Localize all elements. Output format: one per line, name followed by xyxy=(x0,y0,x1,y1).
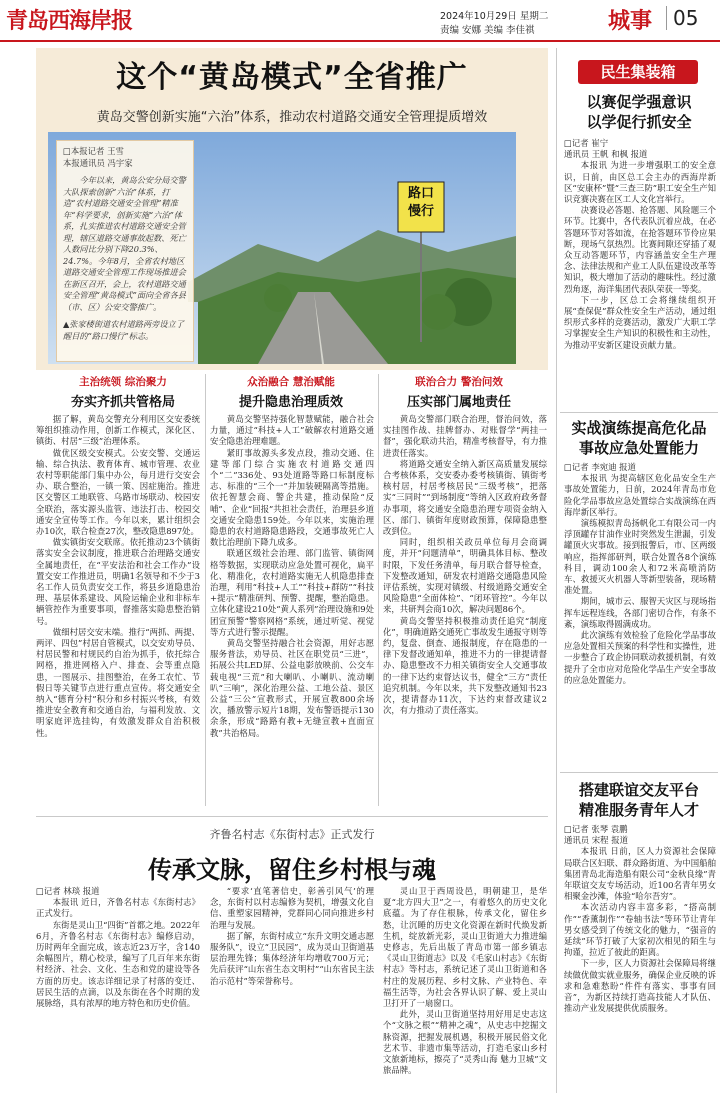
byline: 通讯员 宋程 报道 xyxy=(564,835,628,846)
story2-column-3 xyxy=(383,886,547,1092)
column-3-body xyxy=(383,414,547,808)
sidebar-badge: 民生集装箱 xyxy=(578,60,698,84)
paragraph: 做细村居交安末端。推行“两抓、两提、两评、四包”村居自管模式，以交安劝导员、村居民警和村规民约自治为抓手，依托综合网格，推进网格入户、排查、会等重点隐患，一图展示、挂图整治，在务工农忙、节假日等关键节点进行重点宣传。将交通安全纳入“德育分村”积分和乡村振兴考核，有效推进安全教育和交通自治，与福利发放、文明家庭评选挂钩，有效激发群众自治积极性。 xyxy=(36,626,200,738)
paragraph: 同时，组织相关政员单位每月会商调度，并开“问题清单”，明确具体目标、整改时限，下发任务清单，每月联合督导检查，下发整改通知，研发农村道路交通隐患风险评估系统，实现对镇级、村级道路交通安全风险隐患“全面体检”、“闭环管控”。今年以来，共研判会商10次，解决问题86个。 xyxy=(383,537,547,615)
byline: □记者 张琴 袁鹏 xyxy=(564,824,628,834)
paragraph: 此外，灵山卫街道坚持用好用足史志这个“文脉之根”“精神之魂”，从史志中挖掘文脉资源，把握发展机遇，积极开展民俗文化艺术节、非遗市集等活动，打造毛家山乡村文旅新地标，擦亮了“灵秀山海 魅力卫城”文旅品牌。 xyxy=(383,1009,547,1076)
column-divider xyxy=(378,374,379,806)
column-1-kicker: 主治统领 综治聚力 xyxy=(79,376,167,388)
sidebar-article-2-body xyxy=(564,462,716,762)
sidebar-article-2-title: 实战演练提高危化品 事故应急处置能力 xyxy=(571,419,707,457)
sidebar-article-3-title: 搭建联谊交友平台 精准服务青年人才 xyxy=(578,781,699,819)
paragraph: 本次活动内容丰富多彩，“搭高制作”“香薰制作”“卷轴书法”等环节让青年男女感受到了传统文化的魅力，“强音的延续”环节打破了大家初次相见的陌生与拘谨，拉近了彼此的距离。 xyxy=(564,902,716,958)
sidebar-divider xyxy=(556,48,557,1093)
paragraph: 黄岛交警部门联合治理，督治问效，落实挂图作战、挂牌督办、对账督学“两挂一督”，强化联动共治，精准考核督导，有力推进责任落实。 xyxy=(383,414,547,458)
story2-headline: 传承文脉，留住乡村根与魂 xyxy=(148,856,436,884)
story2-kicker: 齐鲁名村志《东街村志》正式发行 xyxy=(209,828,375,841)
paragraph: 本报讯 为进一步增强职工的安全意识，日前，由区总工会主办的西海岸新区“安康杯”暨“三查三防”职工安全生产知识竞赛决赛在区工人文化宫举行。 xyxy=(564,160,716,205)
paragraph: 黄岛交警坚持强化智慧赋能，融合社会力量，通过“科技+人工”破解农村道路交通安全隐患治理难题。 xyxy=(210,414,374,447)
column-1-title: 夯实齐抓共管格局 xyxy=(70,395,175,410)
paragraph: 下一步，区人力资源社会保障局将继续做优做实就业服务，确保企业反映的诉求和急难愁盼“件件有落实、事事有回音”，为新区持续打造高技能人才队伍、推动产业发展提供优质服务。 xyxy=(564,958,716,1014)
paragraph: 本报讯 近日，齐鲁名村志《东街村志》正式发行。 xyxy=(36,897,200,919)
column-1-header xyxy=(44,374,202,410)
column-2-title: 提升隐患治理质效 xyxy=(238,395,343,410)
paragraph: 紧盯事故源头多发点段，推动交通、住建等部门综合实施农村道路交通四个“二”336处、93处道路等路口标制度标志、标准的“三个一”并加装硬隔离等措施。依托智慧会商、警企共建，推动保险“反哺”、企业“回报”共担社会责任，治理县乡道交通安全隐患159处。今年以来，实施治理隐患的农村道路隐患路段，交通事故死亡人数比治理前下降九成多。 xyxy=(210,447,374,548)
photo-caption: ▲张家楼街道农村道路两旁设立了醒目的“路口慢行”标志。 xyxy=(63,319,184,341)
column-2-kicker: 众治融合 慧治赋能 xyxy=(247,376,335,388)
paragraph: 做实镇街安交联席。依托推动23个镇街落实安全会议制度，推进联合治理路交通安全属地责任，在“平安法治和社会工作办”设置交安工作推进员，明确1名领导和不少于3名工作人员负责安交工作，将县乡道隐患治理、基层体系建设、风险运输企业和非标车辆管控作为重要事项，督推落实隐患整治销号。 xyxy=(36,537,200,626)
section-divider xyxy=(36,816,548,817)
paragraph: 黄岛交警坚持融合社会资源，用好志愿服务普法，劝导员、社区在职党员“三进”，拓展公共LED屏、公益电影放映前、公交车载电视“三荒”和大喇叭、小喇叭、流动喇叭“三响”，深化治理公益、工地公益、景区公益“三公”宣教形式，开展宣教800余场次，播放警示短片18期，发布警语提示130余条，形成“路路有教+无缝宣教+直面宣教”共治格局。 xyxy=(210,638,374,738)
feature-headline: 这个“黄岛模式”全省推广 xyxy=(116,60,468,95)
paragraph: 黄岛交警坚持积极推动责任追究“制度化”，明确道路交通死亡事故发生通报守则等约，复盘、倒查、通报制度，存在隐患的一律下发督改通知单，推进不力的一律提请督办、隐患整改不力相关镇街安全人交通事故的一律下达约束督达议书，健全“三方”责任追究机制。今年以来，共下发整改通知书23次，提请督办11次，下达约束督改建议2次，有力推动了责任落实。 xyxy=(383,615,547,716)
paragraph: 将道路交通安全纳入新区高质量发展综合考核体系，交安委办委考核镇街、镇街考核村居，村居考核居民“三级考核”，把落实“三同时”“到场制度”等纳入区政府政务督办事项，将交通安全隐患治理专项资金纳入区、部门、镇街年度财政预算，保障隐患整改到位。 xyxy=(383,458,547,537)
paragraph: “要求‘直笔著信史，彰善引风气’的理念，东街村以村志编修为契机，增强文化自信、重塑家园精神，党群同心同向推进乡村治理与发展。 xyxy=(210,886,374,930)
paragraph: 据了解，黄岛交警充分利用区交安委统筹组织推动作用，创新工作模式，深化区、镇街、村居“三级”治理体系。 xyxy=(36,414,200,447)
paragraph: 本报讯 日前，区人力资源社会保障局联合区妇联、群众路街道、为中国船舶集团青岛北海造船有限公司“金秋良缘”青年联谊交友专场活动，近100名青年男女相聚金沙滩，体验“哈尔吾穷”。 xyxy=(564,846,716,902)
column-divider xyxy=(205,374,206,806)
column-3-kicker: 联治合力 警治问效 xyxy=(415,376,503,388)
masthead-rule xyxy=(0,40,720,42)
paragraph: 灵山卫于西周设邑，明朝建卫，是华夏“北方四大卫”之一，有着悠久的历史文化底蕴。为了存住根脉，传承文化，留住乡愁，让沉睡的历史文化资源在新时代焕发新生机，绽放新光彩，灵山卫街道大力推进编史修志，先后出版了青岛市第一部乡镇志《灵山卫街道志》以及《毛家山村志》《东街村志》等村志，系统记述了灵山卫街道和各村庄的发展历程、乡村文脉、产业特色、幸福生活等，为社会各界认识了解、爱上灵山卫打开了一扇窗口。 xyxy=(383,886,547,1009)
issue-date: 2024年10月29日 星期二 xyxy=(440,11,549,22)
byline: 通讯员 王帆 和枫 报道 xyxy=(564,149,648,160)
column-3-header xyxy=(380,374,538,410)
paragraph: 下一步，区总工会将继续组织开展“查保促”群众性安全生产活动，通过组织形式多样的竞赛活动，激发广大职工学习掌握安全生产知识的积极性和主动性，为推动平安新区建设贡献力量。 xyxy=(564,294,716,350)
paragraph: 此次演练有效检验了危险化学品事故应急处置相关预案的科学性和实操性，进一步整合了政企协同联动救援机制，有效提升了全市应对危险化学品生产安全事故的应急处置能力。 xyxy=(564,630,716,685)
editors-line: 责编 安娜 美编 李佳祺 xyxy=(440,25,535,36)
column-1-body xyxy=(36,414,200,808)
column-2-body xyxy=(210,414,374,808)
paragraph: 演练模拟青岛扬帆化工有限公司一内浮顶罐存甘油作业时突然发生泄漏，引发罐顶火灾事故。接到报警后，市、区两级响应，指挥部研判，联合处置各8个演练科目，调动100余人和72米高喷消防车、救援灭火机器人等新型装备，现场精准处置。 xyxy=(564,518,716,596)
road-sign-text: 路口 慢行 xyxy=(407,186,434,219)
paragraph: 联通区级社会治理、部门监管、镇街网格等数据，实现联动应急处置可视化，扁平化、精准化，农村道路实施无人机隐患排查治理，利用“科技+人工”“科技+群防”“科技+提示”精准研判、预警、提醒，整治隐患。立体化建设210处“黄人系列”治理设施和9处团宣预警“警察网格”系统，通过听觉、视觉等方式进行警示提醒。 xyxy=(210,548,374,637)
paragraph: 东街是灵山卫“四街”首都之地。2022年6月，齐鲁名村志《东街村志》编修启动，历时两年全面完成，该志近23万字，含140余幅图片，精心校录，编写了几百年来东街村经济、社会、文化、生态和党的建设等各方面的历史。该志详细记录了村落的变迁、居民生活的点滴，以及东街在各个时期的发展脉络，具有浓厚的地方特色和历史价值。 xyxy=(36,919,200,1009)
byline: □记者 崔宁 xyxy=(564,138,609,148)
column-3-title: 压实部门属地责任 xyxy=(406,395,511,410)
byline: □记者 李宛迪 报道 xyxy=(564,462,636,472)
sidebar-article-1-title: 以赛促学强意识 以学促行抓安全 xyxy=(586,93,692,131)
column-2-header xyxy=(212,374,370,410)
sidebar-divider xyxy=(560,412,718,413)
paragraph: 决赛设必答题、抢答题、风险题三个环节。比赛中，各代表队沉着应战，在必答题环节对答如流，在抢答题环节伶应果断，现场气氛热烈。比赛间隙还穿插了观众互动答题环节，内容涵盖安全生产理念、法律法规和产业工人队伍建设改革等知识，极大增加了活动的趣味性。经过激烈角逐，海洋集团代表队荣获一等奖。 xyxy=(564,205,716,294)
intro-text: 今年以来，黄岛公安分局交警大队探索创新“六治”体系，打造“农村道路交通安全管理”精准年“科学要求，创新实施“六治”体系，扎实推进农村道路交通安全管理，辖区道路交通事故起数、死亡人数同比分别下降20.3%、24.7%。今年8月，全省农村地区道路交通安全管理工作现场推进会在新区召开，会上，农村道路交通安全管理“黄岛模式”面向全省各县（市、区）公安交警推广。 xyxy=(63,175,186,312)
sidebar-article-3-body xyxy=(564,824,716,1092)
paragraph: 期间，城市云、服智天灾区与现场指挥车远程连线，各部门密切合作，有条不紊，演练取得圆满成功。 xyxy=(564,596,716,629)
paragraph: 本报讯 为提高辖区危化品安全生产事故处置能力，日前，2024年青岛市危险化学品事故应急处置综合实战演练在西海岸新区举行。 xyxy=(564,473,716,517)
section-name: 城事 xyxy=(608,9,653,34)
story2-column-1 xyxy=(36,886,200,1092)
story2-byline: □记者 林琰 报道 xyxy=(36,886,100,896)
feature-subhead: 黄岛交警创新实施“六治”体系，推动农村道路交通安全管理提质增效 xyxy=(96,110,488,125)
paragraph: 做优区级交安模式。公安交警、交通运输、综合执法、教育体育、城市管理、农业农村等职能部门集中办公，每月进行交安会办、联合整治，一镇一策、因症施治。推进区交警区工地联管、乌路市场联动、校园安全联治，落实源头监管、违法打击、校园交通安全宣传等工作。今年以来，累计组织会办10次，联合检查27次，整改隐患897处。 xyxy=(36,447,200,537)
newspaper-logo: 青岛西海岸报 xyxy=(6,8,133,34)
intro-byline-reporter: □本报记者 王雪 xyxy=(63,146,124,156)
paragraph: 据了解，东街村成立“东升文明交通志愿服务队”，设立“卫民园”，成为灵山卫街道基层治理先锋；集体经济年均增收700万元；先后获评“山东省生态文明村”“山东省民主法治示范村”等荣誉称号。 xyxy=(210,930,374,986)
story2-column-2 xyxy=(210,886,374,1092)
page-number: 05 xyxy=(666,6,698,30)
intro-byline-correspondent: 本报通讯员 冯宇家 xyxy=(63,158,133,168)
sidebar-divider xyxy=(560,772,718,773)
masthead xyxy=(0,0,720,40)
sidebar-article-1-body xyxy=(564,138,716,408)
intro-box xyxy=(56,140,194,362)
